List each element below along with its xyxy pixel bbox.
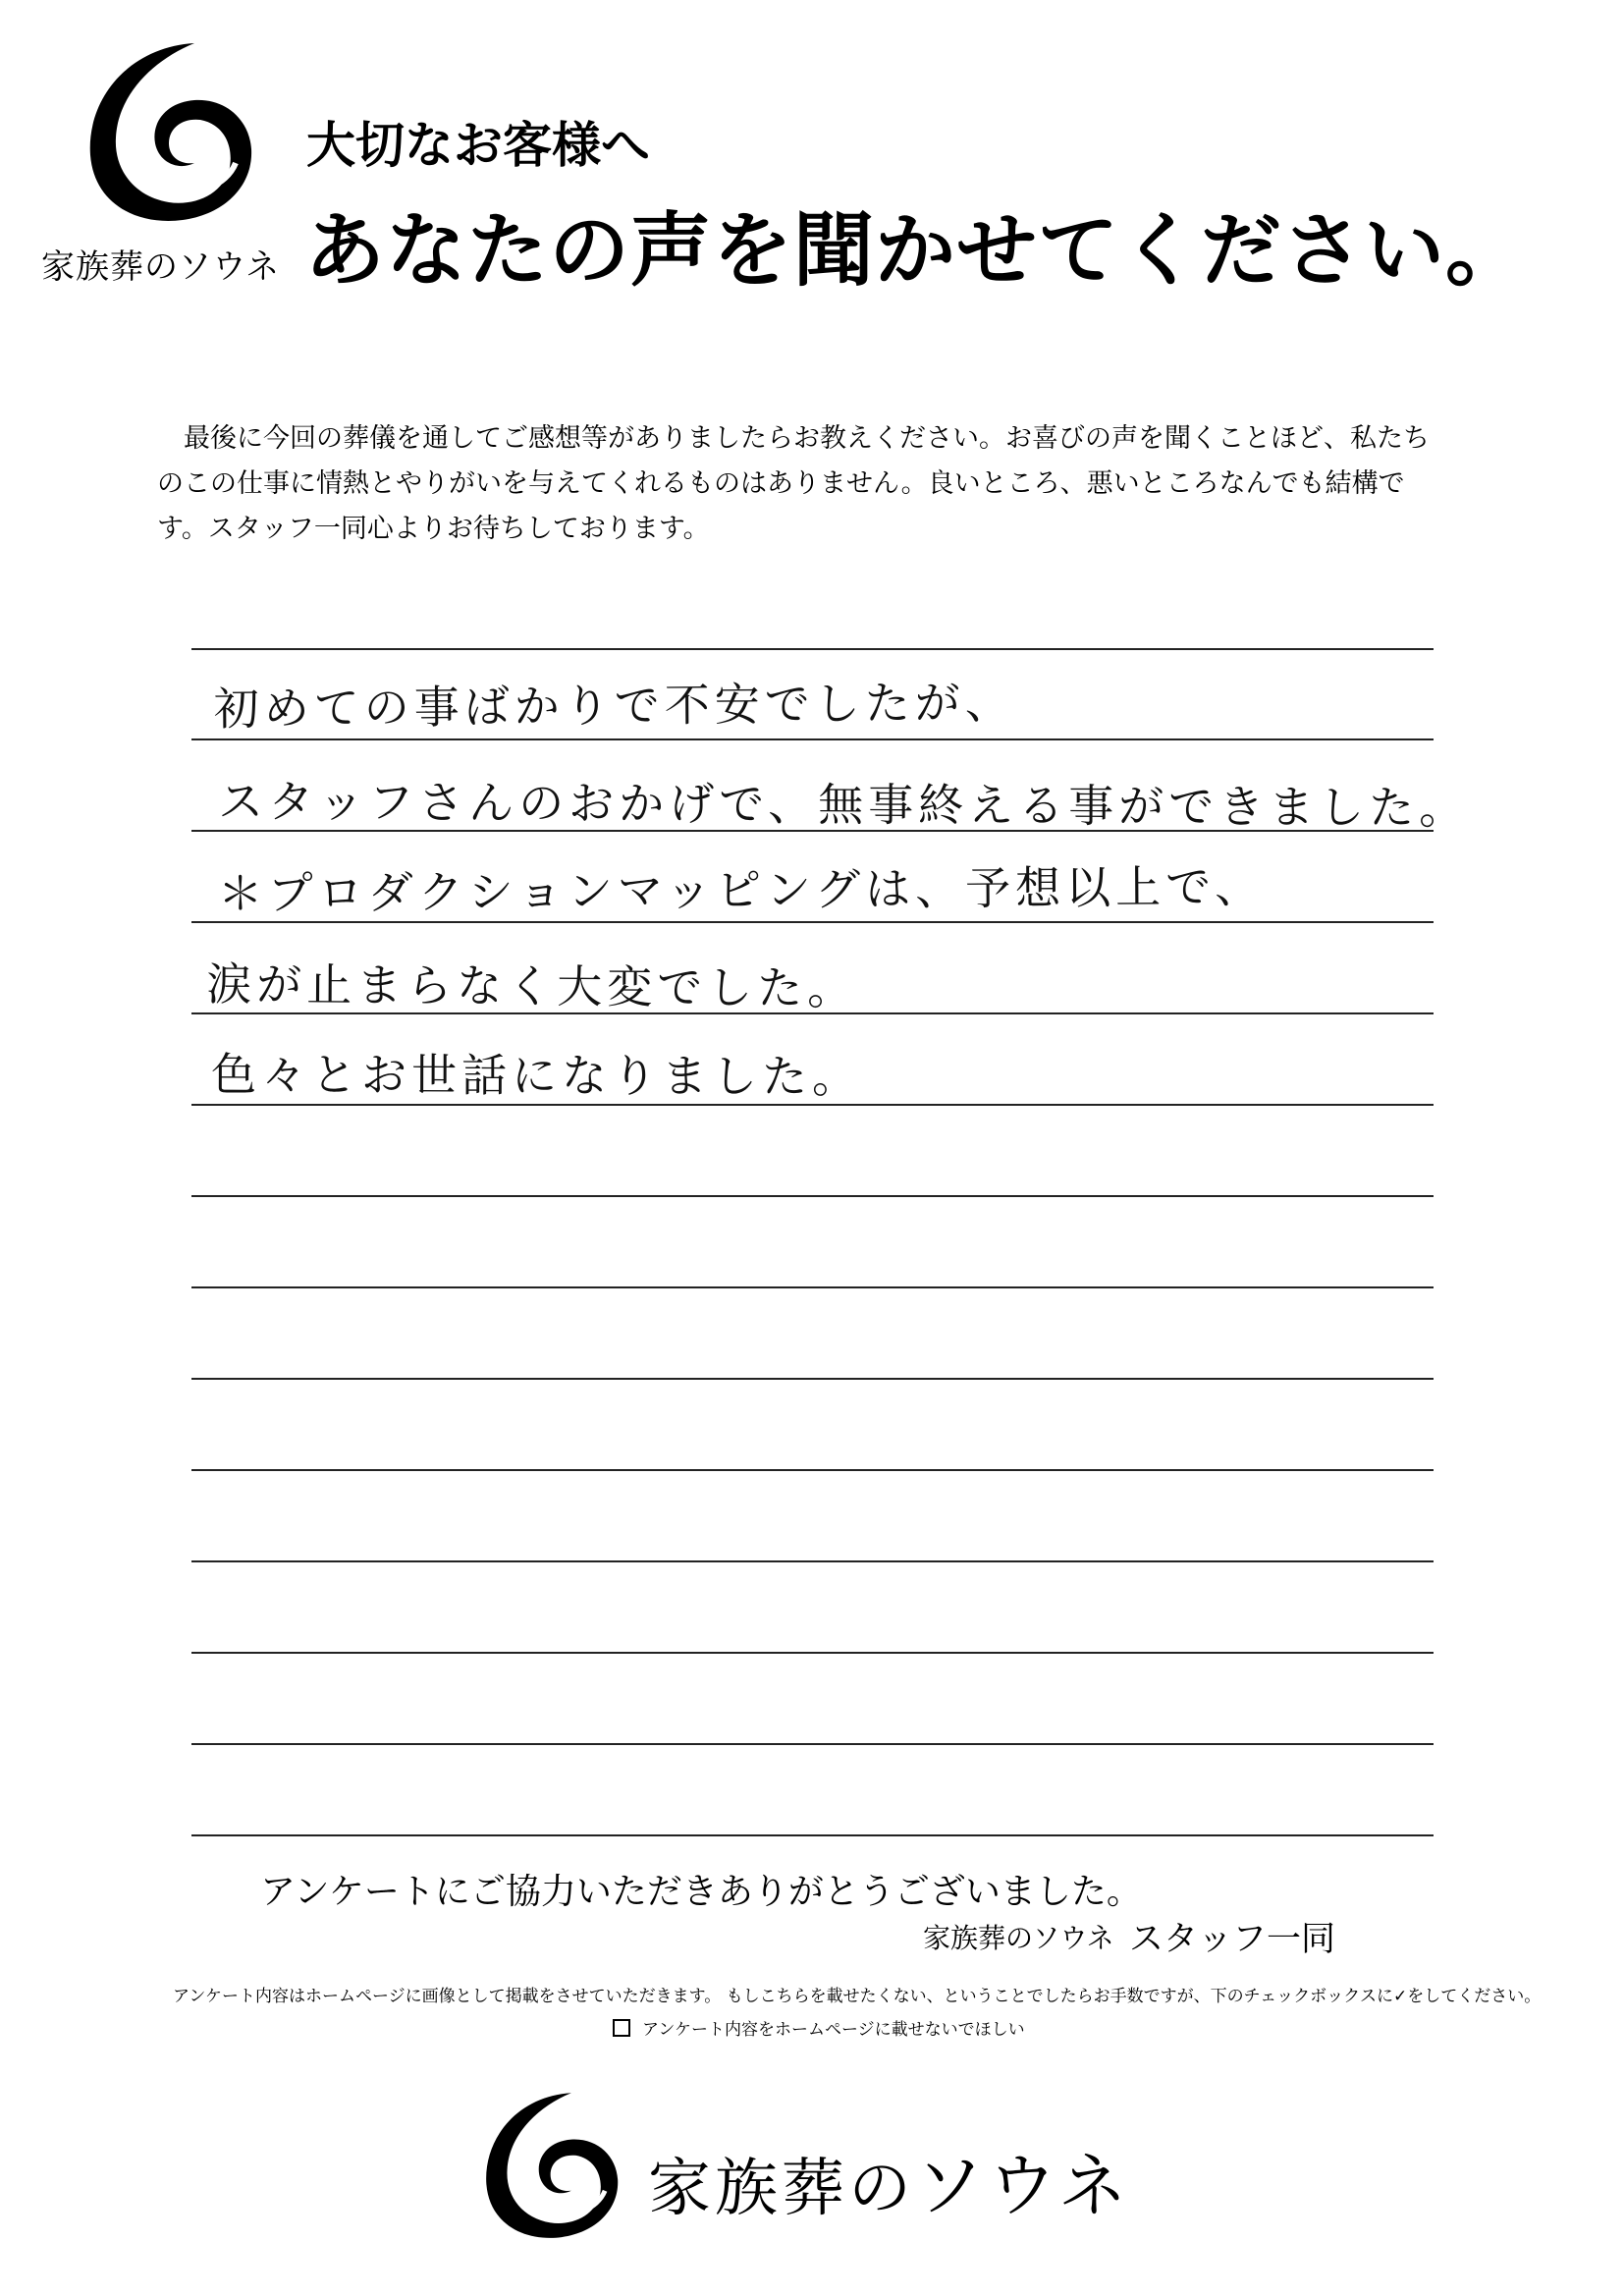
greeting-heading: 大切なお客様へ xyxy=(306,117,650,174)
brand-kanji: 家族葬の xyxy=(648,2153,915,2225)
ruled-line xyxy=(191,738,1434,740)
handwritten-line: スタッフさんのおかげで、無事終える事ができました。 xyxy=(218,775,1470,835)
ruled-line xyxy=(191,1378,1434,1380)
signature-brand: 家族葬のソウネ xyxy=(923,1922,1114,1954)
opt-out-label: アンケート内容をホームページに載せないでほしい xyxy=(642,2020,1025,2040)
sounet-logo xyxy=(79,39,255,226)
ruled-line xyxy=(191,1195,1434,1197)
ruled-line xyxy=(191,1743,1434,1745)
opt-out-option[interactable] xyxy=(613,2015,1025,2040)
intro-paragraph: 最後に今回の葬儀を通してご感想等がありましたらお教えください。お喜びの声を聞くことほど、私たちのこの仕事に情熱とやりがいを与えてくれるものはありません。良いところ、悪いところなんでも結構です。スタッフ一同心よりお待ちしております。 xyxy=(157,423,1430,544)
brand-kana: ソウネ xyxy=(915,2146,1131,2226)
brand-name-large xyxy=(648,2131,1131,2230)
handwritten-line: 色々とお世話になりました。 xyxy=(211,1048,863,1104)
opt-out-checkbox[interactable] xyxy=(613,2019,630,2037)
ruled-line xyxy=(191,1652,1434,1654)
signature-staff: スタッフ一同 xyxy=(1129,1920,1336,1959)
publication-notice: アンケート内容はホームページに画像として掲載をさせていただきます。 もしこちらを載せたくない、ということでしたらお手数ですが、下のチェックボックスに✓をしてください。 xyxy=(173,1987,1542,2006)
ruled-line xyxy=(191,648,1434,650)
ruled-line xyxy=(191,1469,1434,1471)
thanks-message: アンケートにご協力いただきありがとうございました。 xyxy=(260,1872,1142,1912)
handwritten-line: 初めての事ばかりで不安でしたが、 xyxy=(213,675,1015,737)
sounet-logo xyxy=(475,2090,623,2242)
brand-name-small: 家族葬のソウネ xyxy=(41,247,281,287)
page-title: あなたの声を聞かせてください。 xyxy=(304,204,1528,298)
ruled-line xyxy=(191,1560,1434,1562)
handwritten-line: ＊プロダクションマッピングは、予想以上で、 xyxy=(217,859,1266,921)
handwritten-line: 涙が止まらなく大変でした。 xyxy=(206,957,858,1015)
ruled-line xyxy=(191,1834,1434,1836)
ruled-line xyxy=(191,1286,1434,1288)
